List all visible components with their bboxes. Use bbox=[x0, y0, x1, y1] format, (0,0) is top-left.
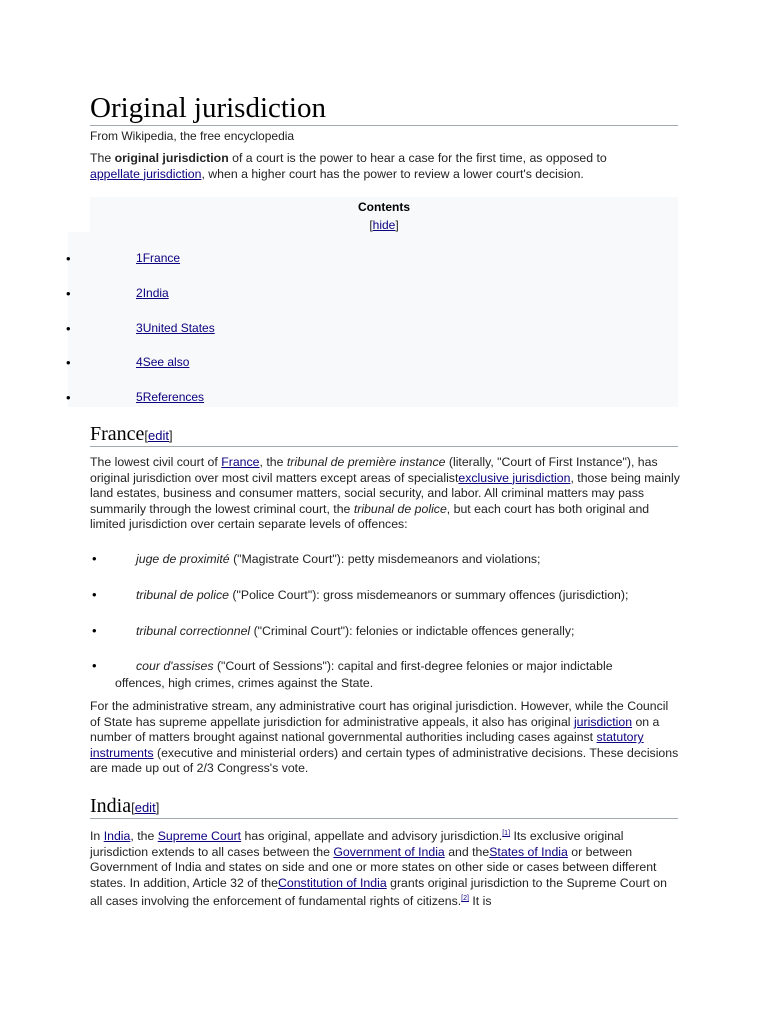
toc-bullet: • bbox=[66, 251, 71, 266]
toc-item-references[interactable]: 5References bbox=[136, 390, 205, 404]
toc-bullet: • bbox=[66, 321, 71, 336]
list-item-cour-dassises-continuation: offences, high crimes, crimes against the State. bbox=[115, 676, 374, 690]
toc-box-extension bbox=[68, 232, 90, 407]
edit-section-india: [edit] bbox=[131, 800, 160, 815]
toc-item-india[interactable]: 2India bbox=[136, 286, 169, 300]
list-bullet: • bbox=[92, 658, 97, 673]
list-bullet: • bbox=[92, 551, 97, 566]
toc-title: Contents bbox=[358, 200, 410, 214]
link-exclusive-jurisdiction[interactable]: exclusive jurisdiction bbox=[458, 470, 571, 485]
link-constitution-of-india[interactable]: Constitution of India bbox=[277, 875, 387, 890]
toc-bullet: • bbox=[66, 390, 71, 405]
toc-hide-toggle: [hide] bbox=[369, 218, 399, 232]
section-heading-india: India[edit] bbox=[90, 795, 160, 817]
india-paragraph-1: In India, the Supreme Court has original, appellate and advisory jurisdiction.[1] Its exclusive original jurisdiction extends to all cases between the Government of India and theStates of India or between Government of India and states on side and one or more states on other side or cases between different states. In addition, Article 32 of theConstitution of India grants original jurisdiction to the Supreme Court on all cases involving the enforcement of fundamental rights of citizens.[2] It is bbox=[90, 829, 667, 909]
france-paragraph-1: The lowest civil court of France, the tribunal de première instance (literally, "Court of First Instance"), has original jurisdiction over most civil matters except areas of specialistexclusive jurisdiction, those being mainly land estates, business and consumer matters, social security, and labor. All criminal matters may pass summarily through the lowest criminal court, the tribunal de police, but each court has both original and limited jurisdiction over certain separate levels of offences: bbox=[90, 455, 680, 532]
list-bullet: • bbox=[92, 623, 97, 638]
toc-item-see-also[interactable]: 4See also bbox=[136, 355, 190, 369]
tagline: From Wikipedia, the free encyclopedia bbox=[90, 129, 295, 143]
link-india[interactable]: India bbox=[103, 829, 131, 844]
section-heading-france: France[edit] bbox=[90, 423, 173, 445]
intro-paragraph: The original jurisdiction of a court is the power to hear a case for the first time, as opposed to appellate jurisdiction, when a higher court has the power to review a lower court's decision. bbox=[90, 151, 607, 181]
edit-link-france[interactable]: edit bbox=[148, 428, 170, 443]
citation-2[interactable]: [2] bbox=[461, 895, 469, 903]
table-of-contents bbox=[90, 197, 678, 407]
france-paragraph-2: For the administrative stream, any administrative court has original jurisdiction. However, while the Council of State has supreme appellate jurisdiction for administrative appeals, it also has original jurisdiction on a number of matters brought against national governmental authorities including cases against statutory instruments (executive and ministerial orders) and certain types of administrative decisions. These decisions are made up out of 2/3 Congress's vote. bbox=[90, 699, 679, 776]
list-bullet: • bbox=[92, 587, 97, 602]
link-government-of-india[interactable]: Government of India bbox=[333, 844, 445, 859]
edit-link-india[interactable]: edit bbox=[134, 800, 156, 815]
edit-section-france: [edit] bbox=[144, 428, 173, 443]
title-divider bbox=[90, 125, 678, 126]
link-appellate-jurisdiction[interactable]: appellate jurisdiction bbox=[90, 166, 202, 181]
list-item-juge-de-proximite: juge de proximité ("Magistrate Court"): petty misdemeanors and violations; bbox=[136, 552, 541, 566]
page-title: Original jurisdiction bbox=[90, 92, 326, 124]
list-item-cour-dassises: cour d'assises ("Court of Sessions"): capital and first-degree felonies or major indictable bbox=[136, 659, 613, 673]
toc-item-united-states[interactable]: 3United States bbox=[136, 321, 215, 335]
link-states-of-india[interactable]: States of India bbox=[489, 844, 568, 859]
list-item-tribunal-de-police: tribunal de police ("Police Court"): gross misdemeanors or summary offences (jurisdiction); bbox=[136, 588, 629, 602]
link-supreme-court[interactable]: Supreme Court bbox=[157, 829, 242, 844]
toc-bullet: • bbox=[66, 286, 71, 301]
intro-bold-term: original jurisdiction bbox=[114, 151, 229, 165]
link-statutory-instruments[interactable]: statutory instruments bbox=[90, 730, 644, 760]
section-divider bbox=[90, 446, 678, 447]
list-item-tribunal-correctionnel: tribunal correctionnel ("Criminal Court"): felonies or indictable offences generally; bbox=[136, 624, 575, 638]
citation-1[interactable]: [1] bbox=[502, 830, 511, 837]
link-jurisdiction[interactable]: jurisdiction bbox=[573, 714, 633, 729]
toc-hide-link[interactable]: hide bbox=[372, 218, 396, 232]
link-france[interactable]: France bbox=[221, 455, 260, 469]
toc-item-france[interactable]: 1France bbox=[136, 251, 181, 265]
section-divider bbox=[90, 818, 678, 819]
toc-bullet: • bbox=[66, 355, 71, 370]
